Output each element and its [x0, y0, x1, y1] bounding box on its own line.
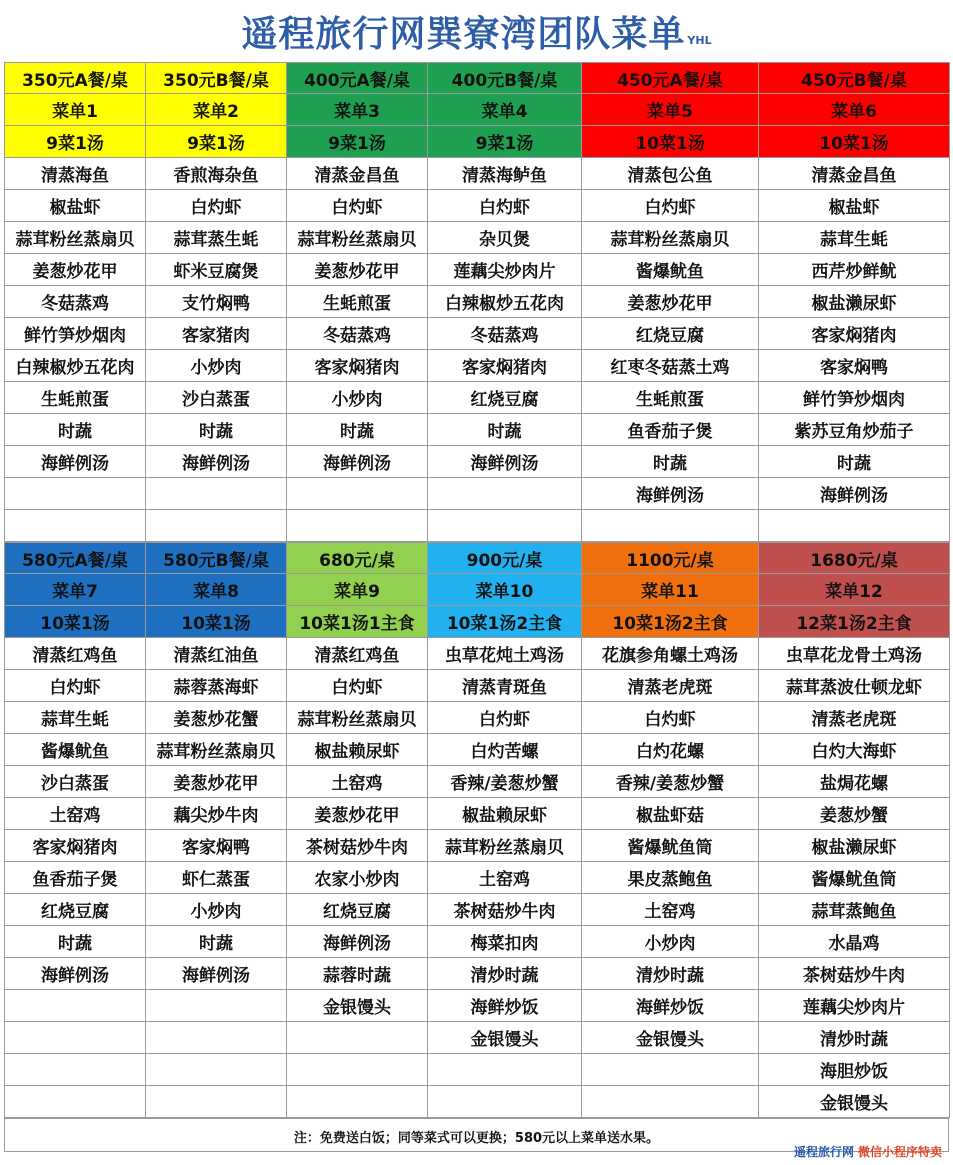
header-menu-cell: 菜单10	[428, 574, 582, 606]
dish-cell: 藕尖炒牛肉	[146, 798, 287, 830]
header-price-cell: 680元/桌	[287, 543, 428, 574]
dish-cell: 小炒肉	[146, 350, 287, 382]
dish-cell: 蒜茸粉丝蒸扇贝	[428, 830, 582, 862]
dish-cell: 金银馒头	[428, 1022, 582, 1054]
dish-cell: 小炒肉	[582, 926, 759, 958]
dish-row	[5, 222, 950, 254]
dish-cell: 生蚝煎蛋	[582, 382, 759, 414]
dish-row	[5, 158, 950, 190]
dish-cell: 海鲜例汤	[287, 446, 428, 478]
dish-cell	[428, 478, 582, 510]
dish-cell: 支竹焖鸭	[146, 286, 287, 318]
dish-cell: 椒盐赖尿虾	[428, 798, 582, 830]
dish-cell	[146, 510, 287, 542]
dish-cell: 酱爆鱿鱼	[582, 254, 759, 286]
header-menu-cell: 菜单12	[759, 574, 950, 606]
dish-cell	[582, 1086, 759, 1118]
header-count-cell: 10菜1汤1主食	[287, 606, 428, 638]
dish-cell	[146, 1086, 287, 1118]
dish-cell: 虾仁蒸蛋	[146, 862, 287, 894]
header-count-cell: 10菜1汤	[582, 126, 759, 158]
dish-cell: 蒜茸粉丝蒸扇贝	[287, 702, 428, 734]
dish-cell: 蒜茸粉丝蒸扇贝	[582, 222, 759, 254]
header-row-count	[5, 126, 950, 158]
header-price-cell: 450元B餐/桌	[759, 63, 950, 94]
dish-cell	[287, 510, 428, 542]
dish-cell: 清炒时蔬	[428, 958, 582, 990]
dish-cell: 生蚝煎蛋	[5, 382, 146, 414]
dish-cell: 海鲜例汤	[146, 958, 287, 990]
dish-cell	[5, 1054, 146, 1086]
dish-cell: 茶树菇炒牛肉	[428, 894, 582, 926]
dish-cell: 冬菇蒸鸡	[428, 318, 582, 350]
header-menu-cell: 菜单4	[428, 94, 582, 126]
dish-cell: 盐焗花螺	[759, 766, 950, 798]
dish-cell: 海胆炒饭	[759, 1054, 950, 1086]
header-menu-cell: 菜单11	[582, 574, 759, 606]
dish-row	[5, 1022, 950, 1054]
dish-cell: 虫草花炖土鸡汤	[428, 638, 582, 670]
dish-cell: 海鲜例汤	[146, 446, 287, 478]
dish-row	[5, 926, 950, 958]
header-menu-cell: 菜单7	[5, 574, 146, 606]
dish-cell: 蒜茸生蚝	[5, 702, 146, 734]
dish-row	[5, 990, 950, 1022]
dish-cell	[287, 1022, 428, 1054]
header-price-cell: 350元A餐/桌	[5, 63, 146, 94]
dish-cell: 紫苏豆角炒茄子	[759, 414, 950, 446]
dish-cell: 蒜茸蒸波仕顿龙虾	[759, 670, 950, 702]
dish-cell: 香辣/姜葱炒蟹	[428, 766, 582, 798]
dish-cell: 金银馒头	[759, 1086, 950, 1118]
dish-cell: 清蒸老虎斑	[582, 670, 759, 702]
header-price-cell: 450元A餐/桌	[582, 63, 759, 94]
dish-cell: 客家焖猪肉	[287, 350, 428, 382]
dish-cell: 冬菇蒸鸡	[5, 286, 146, 318]
header-menu-cell: 菜单3	[287, 94, 428, 126]
header-row-menu	[5, 94, 950, 126]
dish-cell	[287, 478, 428, 510]
dish-cell: 椒盐濑尿虾	[759, 286, 950, 318]
header-count-cell: 10菜1汤2主食	[582, 606, 759, 638]
dish-cell	[146, 478, 287, 510]
header-price-cell: 1680元/桌	[759, 543, 950, 574]
header-row-menu	[5, 574, 950, 606]
dish-cell: 香煎海杂鱼	[146, 158, 287, 190]
dish-cell: 蒜茸蒸鲍鱼	[759, 894, 950, 926]
dish-cell: 白灼花螺	[582, 734, 759, 766]
dish-cell: 土窑鸡	[582, 894, 759, 926]
dish-cell: 时蔬	[759, 446, 950, 478]
header-row-count	[5, 606, 950, 638]
header-menu-cell: 菜单2	[146, 94, 287, 126]
dish-cell: 时蔬	[5, 926, 146, 958]
page-title	[0, 0, 953, 62]
dish-cell: 清蒸红鸡鱼	[5, 638, 146, 670]
dish-row	[5, 734, 950, 766]
header-row-price	[5, 543, 950, 574]
dish-cell: 白灼虾	[428, 702, 582, 734]
footer-brand	[794, 1143, 942, 1160]
dish-cell: 清蒸红油鱼	[146, 638, 287, 670]
dish-cell	[428, 510, 582, 542]
dish-cell	[287, 1054, 428, 1086]
dish-cell: 蒜茸粉丝蒸扇贝	[287, 222, 428, 254]
dish-cell: 时蔬	[428, 414, 582, 446]
dish-cell: 莲藕尖炒肉片	[759, 990, 950, 1022]
dish-row	[5, 958, 950, 990]
dish-row	[5, 830, 950, 862]
dish-cell	[146, 1022, 287, 1054]
header-menu-cell: 菜单8	[146, 574, 287, 606]
dish-cell: 红烧豆腐	[5, 894, 146, 926]
dish-cell: 冬菇蒸鸡	[287, 318, 428, 350]
dish-cell: 姜葱炒蟹	[759, 798, 950, 830]
dish-row	[5, 670, 950, 702]
dish-row	[5, 1054, 950, 1086]
header-count-cell: 10菜1汤	[146, 606, 287, 638]
dish-cell: 客家焖鸭	[759, 350, 950, 382]
dish-cell: 鱼香茄子煲	[5, 862, 146, 894]
dish-row	[5, 254, 950, 286]
dish-cell: 时蔬	[582, 446, 759, 478]
dish-cell: 杂贝煲	[428, 222, 582, 254]
header-count-cell: 10菜1汤2主食	[428, 606, 582, 638]
dish-cell: 农家小炒肉	[287, 862, 428, 894]
dish-cell	[5, 990, 146, 1022]
dish-cell: 姜葱炒花甲	[287, 798, 428, 830]
header-count-cell: 12菜1汤2主食	[759, 606, 950, 638]
header-count-cell: 10菜1汤	[759, 126, 950, 158]
dish-row	[5, 286, 950, 318]
dish-cell: 客家焖猪肉	[428, 350, 582, 382]
dish-cell: 客家猪肉	[146, 318, 287, 350]
dish-row	[5, 446, 950, 478]
dish-cell: 清蒸金昌鱼	[287, 158, 428, 190]
header-count-cell: 10菜1汤	[5, 606, 146, 638]
dish-cell: 沙白蒸蛋	[146, 382, 287, 414]
dish-cell: 茶树菇炒牛肉	[287, 830, 428, 862]
dish-cell: 清蒸包公鱼	[582, 158, 759, 190]
dish-cell: 鲜竹笋炒烟肉	[759, 382, 950, 414]
header-count-cell: 9菜1汤	[146, 126, 287, 158]
dish-cell: 鱼香茄子煲	[582, 414, 759, 446]
header-price-cell: 350元B餐/桌	[146, 63, 287, 94]
title-main: 遥程旅行网巽寮湾团队菜单	[241, 13, 686, 55]
dish-cell: 香辣/姜葱炒蟹	[582, 766, 759, 798]
dish-cell: 白灼虾	[287, 670, 428, 702]
dish-cell: 白灼虾	[5, 670, 146, 702]
dish-cell: 时蔬	[5, 414, 146, 446]
dish-row	[5, 318, 950, 350]
dish-cell: 生蚝煎蛋	[287, 286, 428, 318]
dish-cell: 白灼虾	[582, 702, 759, 734]
dish-cell: 鲜竹笋炒烟肉	[5, 318, 146, 350]
dish-cell: 虾米豆腐煲	[146, 254, 287, 286]
dish-cell: 海鲜例汤	[428, 446, 582, 478]
dish-cell: 海鲜例汤	[5, 958, 146, 990]
footer-note: 注：免费送白饭；同等菜式可以更换；580元以上菜单送水果。	[293, 1131, 660, 1146]
dish-cell: 蒜蓉时蔬	[287, 958, 428, 990]
dish-cell: 海鲜例汤	[5, 446, 146, 478]
dish-cell: 清炒时蔬	[759, 1022, 950, 1054]
dish-cell: 红枣冬菇蒸土鸡	[582, 350, 759, 382]
dish-cell: 土窑鸡	[428, 862, 582, 894]
dish-cell: 白辣椒炒五花肉	[5, 350, 146, 382]
dish-cell: 椒盐赖尿虾	[287, 734, 428, 766]
dish-row	[5, 862, 950, 894]
dish-row	[5, 702, 950, 734]
dish-cell: 椒盐虾	[759, 190, 950, 222]
dish-cell: 姜葱炒花甲	[582, 286, 759, 318]
dish-cell: 时蔬	[287, 414, 428, 446]
dish-cell: 水晶鸡	[759, 926, 950, 958]
dish-row	[5, 1086, 950, 1118]
dish-cell: 红烧豆腐	[428, 382, 582, 414]
dish-cell: 蒜茸粉丝蒸扇贝	[5, 222, 146, 254]
dish-cell: 蒜蓉蒸海虾	[146, 670, 287, 702]
dish-cell: 客家焖猪肉	[759, 318, 950, 350]
dish-cell: 时蔬	[146, 414, 287, 446]
dish-cell: 白辣椒炒五花肉	[428, 286, 582, 318]
dish-cell: 小炒肉	[287, 382, 428, 414]
menu-table-top	[4, 62, 950, 542]
dish-cell: 酱爆鱿鱼筒	[582, 830, 759, 862]
dish-cell	[582, 510, 759, 542]
dish-cell: 椒盐濑尿虾	[759, 830, 950, 862]
dish-cell: 姜葱炒花甲	[146, 766, 287, 798]
dish-cell: 海鲜例汤	[287, 926, 428, 958]
dish-cell: 蒜茸蒸生蚝	[146, 222, 287, 254]
dish-cell: 果皮蒸鲍鱼	[582, 862, 759, 894]
dish-cell: 蒜茸粉丝蒸扇贝	[146, 734, 287, 766]
header-price-cell: 900元/桌	[428, 543, 582, 574]
dish-cell: 白灼苦螺	[428, 734, 582, 766]
dish-cell	[287, 1086, 428, 1118]
dish-cell: 金银馒头	[287, 990, 428, 1022]
footer	[4, 1118, 949, 1159]
dish-cell: 椒盐虾菇	[582, 798, 759, 830]
dish-cell: 姜葱炒花甲	[5, 254, 146, 286]
dish-cell	[582, 1054, 759, 1086]
dish-cell: 蒜茸生蚝	[759, 222, 950, 254]
dish-row	[5, 798, 950, 830]
dish-cell: 客家焖鸭	[146, 830, 287, 862]
dish-cell: 白灼虾	[582, 190, 759, 222]
dish-cell: 酱爆鱿鱼	[5, 734, 146, 766]
header-menu-cell: 菜单5	[582, 94, 759, 126]
header-menu-cell: 菜单1	[5, 94, 146, 126]
dish-row	[5, 414, 950, 446]
header-row-price	[5, 63, 950, 94]
dish-row	[5, 894, 950, 926]
dish-cell: 客家焖猪肉	[5, 830, 146, 862]
dish-cell	[5, 510, 146, 542]
header-price-cell: 580元A餐/桌	[5, 543, 146, 574]
dish-cell	[759, 510, 950, 542]
dish-row	[5, 766, 950, 798]
dish-cell	[5, 1022, 146, 1054]
dish-cell: 虫草花龙骨土鸡汤	[759, 638, 950, 670]
title-sub: YHL	[687, 33, 712, 47]
menu-table-bottom	[4, 542, 950, 1118]
dish-cell: 清蒸红鸡鱼	[287, 638, 428, 670]
dish-cell: 海鲜例汤	[759, 478, 950, 510]
dish-cell: 土窑鸡	[287, 766, 428, 798]
dish-cell: 清蒸金昌鱼	[759, 158, 950, 190]
dish-cell	[428, 1054, 582, 1086]
dish-cell	[5, 1086, 146, 1118]
dish-cell	[428, 1086, 582, 1118]
header-price-cell: 400元B餐/桌	[428, 63, 582, 94]
dish-cell: 清蒸老虎斑	[759, 702, 950, 734]
dish-cell: 花旗参角螺土鸡汤	[582, 638, 759, 670]
dish-cell: 清蒸海鱼	[5, 158, 146, 190]
dish-cell: 清蒸青斑鱼	[428, 670, 582, 702]
dish-cell: 海鲜炒饭	[428, 990, 582, 1022]
dish-cell: 土窑鸡	[5, 798, 146, 830]
dish-cell: 西芹炒鲜鱿	[759, 254, 950, 286]
dish-row	[5, 350, 950, 382]
header-count-cell: 9菜1汤	[428, 126, 582, 158]
header-price-cell: 400元A餐/桌	[287, 63, 428, 94]
dish-cell: 清炒时蔬	[582, 958, 759, 990]
dish-cell: 小炒肉	[146, 894, 287, 926]
dish-cell: 姜葱炒花甲	[287, 254, 428, 286]
dish-cell	[146, 990, 287, 1022]
dish-cell	[146, 1054, 287, 1086]
dish-cell: 时蔬	[146, 926, 287, 958]
header-menu-cell: 菜单6	[759, 94, 950, 126]
dish-cell: 莲藕尖炒肉片	[428, 254, 582, 286]
header-count-cell: 9菜1汤	[5, 126, 146, 158]
dish-cell: 酱爆鱿鱼筒	[759, 862, 950, 894]
dish-cell: 金银馒头	[582, 1022, 759, 1054]
dish-cell: 海鲜例汤	[582, 478, 759, 510]
brand-tag: 微信小程序特卖	[857, 1145, 942, 1159]
header-price-cell: 1100元/桌	[582, 543, 759, 574]
dish-row	[5, 510, 950, 542]
dish-cell: 红烧豆腐	[287, 894, 428, 926]
dish-cell: 茶树菇炒牛肉	[759, 958, 950, 990]
dish-row	[5, 382, 950, 414]
dish-cell: 白灼大海虾	[759, 734, 950, 766]
dish-row	[5, 478, 950, 510]
dish-cell: 椒盐虾	[5, 190, 146, 222]
dish-cell: 白灼虾	[146, 190, 287, 222]
dish-cell: 白灼虾	[287, 190, 428, 222]
header-menu-cell: 菜单9	[287, 574, 428, 606]
dish-row	[5, 190, 950, 222]
dish-cell: 红烧豆腐	[582, 318, 759, 350]
header-count-cell: 9菜1汤	[287, 126, 428, 158]
dish-cell: 沙白蒸蛋	[5, 766, 146, 798]
dish-cell	[5, 478, 146, 510]
dish-cell: 梅菜扣肉	[428, 926, 582, 958]
dish-cell: 清蒸海鲈鱼	[428, 158, 582, 190]
header-price-cell: 580元B餐/桌	[146, 543, 287, 574]
dish-cell: 姜葱炒花蟹	[146, 702, 287, 734]
dish-cell: 海鲜炒饭	[582, 990, 759, 1022]
dish-cell: 白灼虾	[428, 190, 582, 222]
brand-name: 遥程旅行网	[793, 1145, 854, 1159]
dish-row	[5, 638, 950, 670]
